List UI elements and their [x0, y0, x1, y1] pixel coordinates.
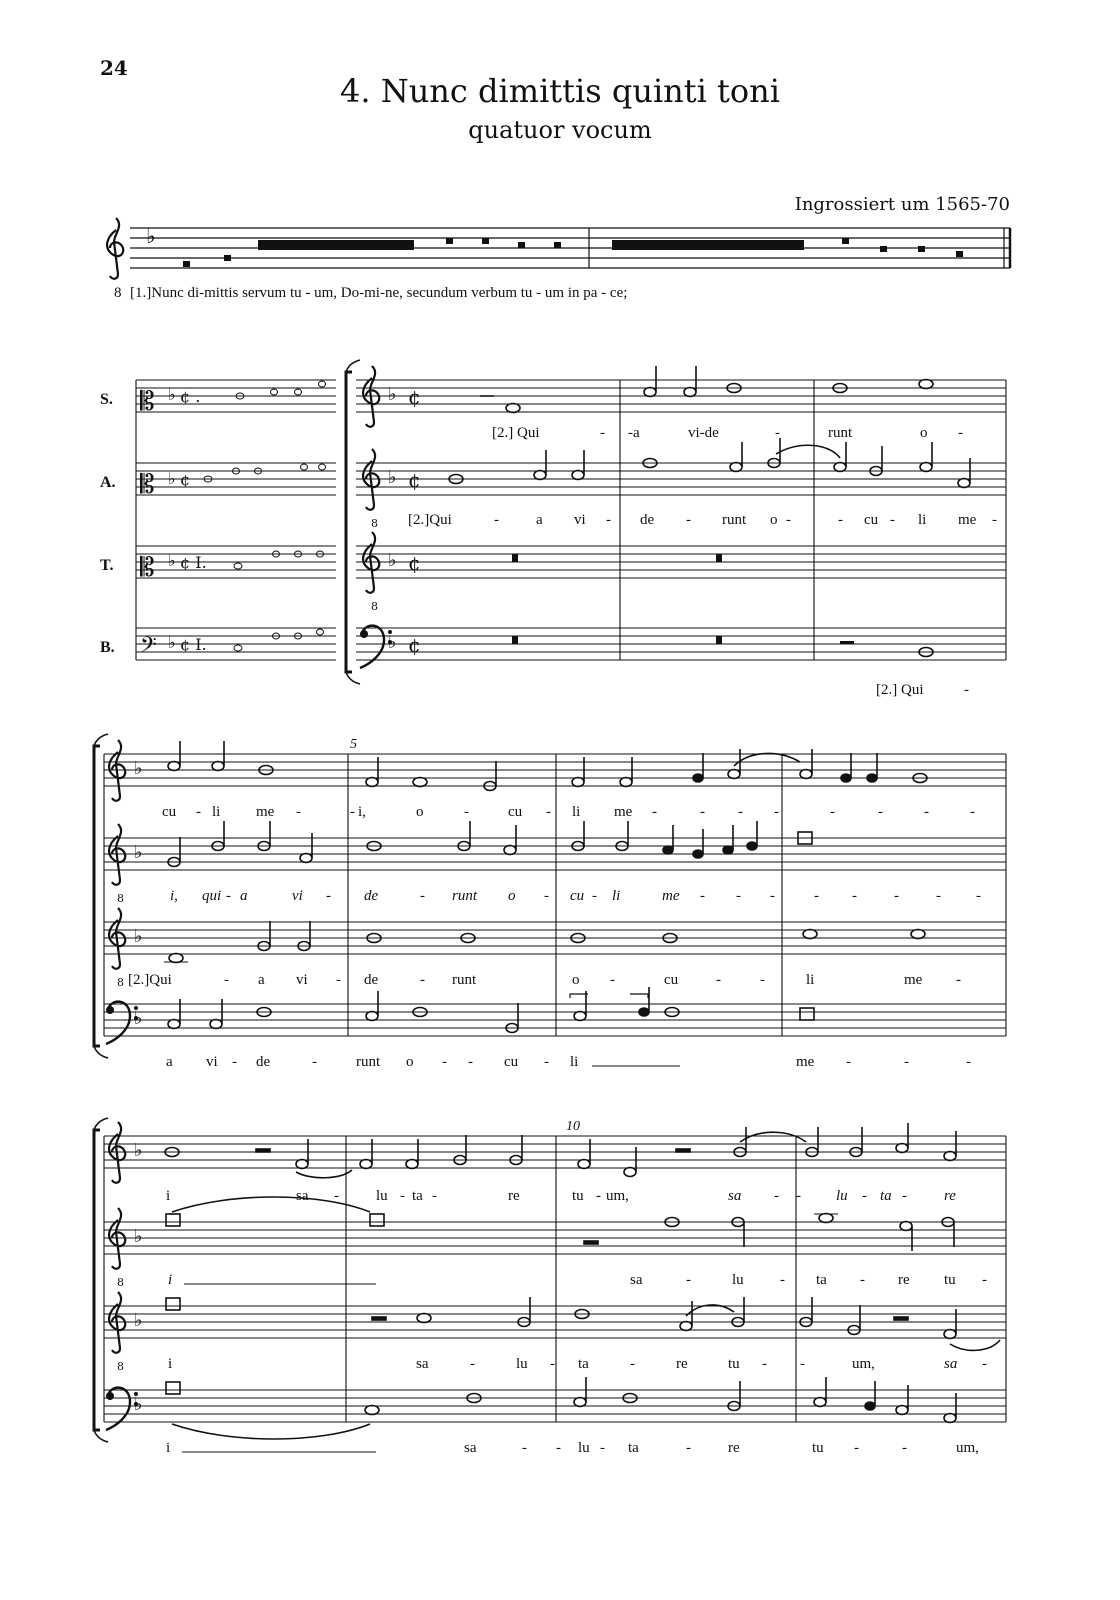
svg-text:cu: cu	[504, 1054, 519, 1070]
svg-text:-: -	[890, 512, 895, 528]
notes-system-2	[164, 741, 927, 1033]
chant-staff	[107, 218, 1010, 301]
svg-text:-: -	[596, 1188, 601, 1204]
system-3	[94, 1118, 1006, 1456]
svg-text:-: -	[224, 972, 229, 988]
svg-text:-: -	[838, 512, 843, 528]
svg-text:de: de	[256, 1054, 271, 1070]
svg-text:i: i	[168, 1272, 173, 1288]
svg-text:re: re	[898, 1272, 910, 1288]
svg-text:re: re	[676, 1356, 688, 1372]
svg-text:-: -	[738, 804, 743, 820]
svg-text:o: o	[508, 888, 516, 904]
svg-text:o: o	[572, 972, 580, 988]
svg-text:-: -	[982, 1356, 987, 1372]
svg-text:-: -	[546, 804, 551, 820]
svg-text:-: -	[312, 1054, 317, 1070]
svg-text:o: o	[416, 804, 424, 820]
svg-text:a: a	[240, 888, 248, 904]
svg-text:-: -	[686, 1272, 691, 1288]
svg-text:runt: runt	[356, 1054, 381, 1070]
svg-text:8: 8	[117, 892, 124, 905]
svg-text:a: a	[166, 1054, 173, 1070]
svg-text:-: -	[956, 972, 961, 988]
svg-text:-: -	[736, 888, 741, 904]
staff-lines	[104, 1136, 1006, 1422]
svg-text:-: -	[550, 1356, 555, 1372]
svg-text:li: li	[806, 972, 815, 988]
svg-text:um,: um,	[852, 1356, 875, 1372]
svg-text:de: de	[364, 888, 379, 904]
svg-text:-: -	[336, 972, 341, 988]
svg-text:-: -	[760, 972, 765, 988]
svg-text:lu: lu	[376, 1188, 388, 1204]
svg-text:me: me	[614, 804, 633, 820]
svg-text:-: -	[226, 888, 231, 904]
flat-icon: ♭	[168, 551, 176, 570]
svg-text:sa: sa	[416, 1356, 429, 1372]
svg-text:-: -	[350, 804, 355, 820]
svg-text:-: -	[966, 1054, 971, 1070]
svg-text:ta: ta	[628, 1440, 639, 1456]
svg-text:[2.]Qui: [2.]Qui	[128, 972, 172, 988]
svg-text:-: -	[860, 1272, 865, 1288]
svg-text:-: -	[852, 888, 857, 904]
treble-clef-icon	[107, 218, 123, 279]
svg-text:¢ .: ¢ .	[180, 387, 201, 406]
svg-text:-: -	[780, 1272, 785, 1288]
svg-text:i: i	[166, 1440, 171, 1456]
svg-text:-: -	[902, 1188, 907, 1204]
svg-text:re: re	[508, 1188, 520, 1204]
svg-text:-: -	[592, 888, 597, 904]
svg-text:-: -	[686, 1440, 691, 1456]
svg-text:♭: ♭	[388, 550, 397, 571]
svg-text:i,: i,	[358, 804, 366, 820]
svg-text:me: me	[904, 972, 923, 988]
svg-text:-: -	[775, 425, 780, 441]
svg-text:me: me	[958, 512, 977, 528]
lyrics-system-2	[128, 804, 981, 1070]
svg-text:-: -	[774, 1188, 779, 1204]
svg-text:-: -	[196, 804, 201, 820]
svg-text:-: -	[442, 1054, 447, 1070]
svg-text:i: i	[166, 1188, 171, 1204]
svg-text:runt: runt	[722, 512, 747, 528]
svg-text:[2.] Qui: [2.] Qui	[876, 682, 924, 698]
flat-icon: ♭	[146, 224, 156, 248]
svg-text:-: -	[470, 1356, 475, 1372]
svg-text:-: -	[600, 425, 605, 441]
svg-text:-: -	[902, 1440, 907, 1456]
svg-text:tu: tu	[572, 1188, 584, 1204]
svg-text:me: me	[256, 804, 275, 820]
svg-text:¢ I.: ¢ I.	[180, 553, 207, 572]
svg-text:-: -	[904, 1054, 909, 1070]
svg-text:-: -	[464, 804, 469, 820]
svg-text:li: li	[572, 804, 581, 820]
svg-text:-: -	[606, 512, 611, 528]
svg-text:-: -	[976, 888, 981, 904]
svg-text:vi: vi	[206, 1054, 218, 1070]
page-number: 24	[100, 56, 128, 80]
svg-text:-: -	[556, 1440, 561, 1456]
svg-text:lu: lu	[578, 1440, 590, 1456]
svg-text:-: -	[796, 1188, 801, 1204]
svg-text:vi: vi	[292, 888, 303, 904]
svg-text:lu: lu	[732, 1272, 744, 1288]
svg-text:-: -	[700, 804, 705, 820]
svg-text:i,: i,	[170, 888, 178, 904]
svg-text:¢ I.: ¢ I.	[180, 635, 207, 654]
svg-text:re: re	[728, 1440, 740, 1456]
svg-text:8: 8	[371, 600, 378, 613]
svg-text:-: -	[334, 1188, 339, 1204]
svg-text:runt: runt	[452, 888, 478, 904]
svg-text:¢: ¢	[408, 385, 421, 409]
svg-text:¢: ¢	[180, 470, 191, 489]
svg-text:lu: lu	[836, 1188, 848, 1204]
svg-text:¢: ¢	[408, 551, 421, 575]
svg-text:tu: tu	[812, 1440, 824, 1456]
svg-text:-: -	[854, 1440, 859, 1456]
flat-icon: ♭	[168, 633, 176, 652]
svg-text:o: o	[406, 1054, 414, 1070]
svg-text:-: -	[970, 804, 975, 820]
svg-text:a: a	[258, 972, 265, 988]
svg-text:me: me	[662, 888, 680, 904]
svg-text:♭: ♭	[134, 1008, 143, 1029]
staff-lines	[356, 380, 1006, 660]
svg-text:-: -	[846, 1054, 851, 1070]
system-2	[94, 734, 1006, 1070]
measure-number: 10	[566, 1119, 580, 1134]
svg-text:li: li	[570, 1054, 579, 1070]
svg-text:sa: sa	[296, 1188, 309, 1204]
svg-text:¢: ¢	[408, 633, 421, 657]
svg-text:cu: cu	[664, 972, 679, 988]
svg-text:runt: runt	[452, 972, 477, 988]
svg-text:-: -	[686, 512, 691, 528]
svg-text:♭: ♭	[134, 1140, 143, 1161]
f-clef-icon: 𝄢	[140, 633, 157, 663]
svg-text:-: -	[924, 804, 929, 820]
svg-text:-: -	[544, 1054, 549, 1070]
svg-text:[2.] Qui: [2.] Qui	[492, 425, 540, 441]
svg-text:♭: ♭	[134, 758, 143, 779]
svg-text:-a: -a	[628, 425, 640, 441]
voice-label-tenor: T.	[100, 557, 114, 574]
svg-text:qui: qui	[202, 888, 222, 904]
svg-text:sa: sa	[630, 1272, 643, 1288]
svg-text:8: 8	[371, 517, 378, 530]
svg-text:re: re	[944, 1188, 956, 1204]
svg-text:-: -	[716, 972, 721, 988]
voice-label-alto: A.	[100, 474, 116, 491]
svg-text:-: -	[232, 1054, 237, 1070]
svg-text:vi: vi	[574, 512, 586, 528]
svg-text:li: li	[212, 804, 221, 820]
svg-text:-: -	[774, 804, 779, 820]
svg-text:-: -	[600, 1440, 605, 1456]
svg-text:-: -	[610, 972, 615, 988]
svg-text:♭: ♭	[388, 467, 397, 488]
svg-text:-: -	[420, 888, 425, 904]
c-clef-icon: 𝄡	[140, 470, 155, 500]
svg-text:-: -	[786, 512, 791, 528]
svg-text:-: -	[762, 1356, 767, 1372]
svg-text:runt: runt	[828, 425, 853, 441]
voice-label-soprano: S.	[100, 391, 113, 408]
svg-text:-: -	[830, 804, 835, 820]
system-1	[100, 360, 1006, 698]
svg-text:li: li	[612, 888, 621, 904]
svg-text:de: de	[364, 972, 379, 988]
piece-title: 4. Nunc dimittis quinti toni	[339, 72, 781, 110]
svg-text:♭: ♭	[134, 1310, 143, 1331]
svg-text:o: o	[920, 425, 928, 441]
svg-text:-: -	[770, 888, 775, 904]
svg-text:-: -	[326, 888, 331, 904]
c-clef-icon: 𝄡	[140, 387, 155, 417]
svg-text:li: li	[918, 512, 927, 528]
svg-text:♭: ♭	[134, 926, 143, 947]
notes-soprano	[480, 366, 933, 413]
svg-text:um,: um,	[956, 1440, 979, 1456]
svg-text:-: -	[862, 1188, 867, 1204]
svg-text:cu: cu	[570, 888, 585, 904]
flat-icon: ♭	[168, 469, 176, 488]
svg-text:cu: cu	[508, 804, 523, 820]
svg-text:8: 8	[117, 1276, 124, 1289]
svg-text:-: -	[982, 1272, 987, 1288]
svg-text:sa: sa	[728, 1188, 742, 1204]
svg-text:tu: tu	[944, 1272, 956, 1288]
svg-text:-: -	[420, 972, 425, 988]
svg-text:-: -	[894, 888, 899, 904]
voice-label-bass: B.	[100, 639, 115, 656]
svg-text:-: -	[800, 1356, 805, 1372]
svg-text:ta: ta	[412, 1188, 423, 1204]
svg-text:-: -	[522, 1440, 527, 1456]
svg-text:8: 8	[117, 976, 124, 989]
svg-text:[2.]Qui: [2.]Qui	[408, 512, 452, 528]
svg-text:♭: ♭	[134, 1226, 143, 1247]
svg-text:-: -	[544, 888, 549, 904]
svg-text:♭: ♭	[388, 632, 397, 653]
svg-text:ta: ta	[578, 1356, 589, 1372]
svg-text:-: -	[630, 1356, 635, 1372]
c-clef-icon: 𝄡	[140, 553, 155, 583]
svg-text:um,: um,	[606, 1188, 629, 1204]
svg-text:cu: cu	[864, 512, 879, 528]
svg-text:8: 8	[117, 1360, 124, 1373]
svg-text:8: 8	[114, 285, 122, 301]
svg-text:lu: lu	[516, 1356, 528, 1372]
svg-text:vi-de: vi-de	[688, 425, 719, 441]
svg-text:-: -	[958, 425, 963, 441]
chant-lyrics: [1.]Nunc di-mittis servum tu - um, Do-mi-ne, secundum verbum tu - um in pa - ce;	[130, 285, 628, 301]
measure-number: 5	[350, 737, 357, 752]
svg-text:de: de	[640, 512, 655, 528]
svg-text:ta: ta	[816, 1272, 827, 1288]
flat-icon: ♭	[168, 385, 176, 404]
source-note: Ingrossiert um 1565-70	[794, 194, 1010, 215]
svg-text:cu: cu	[162, 804, 177, 820]
svg-text:-: -	[432, 1188, 437, 1204]
notes-system-3	[165, 1123, 1000, 1439]
svg-text:tu: tu	[728, 1356, 740, 1372]
svg-text:-: -	[494, 512, 499, 528]
svg-text:a: a	[536, 512, 543, 528]
svg-text:-: -	[296, 804, 301, 820]
svg-text:-: -	[700, 888, 705, 904]
piece-subtitle: quatuor vocum	[468, 116, 652, 144]
svg-text:-: -	[814, 888, 819, 904]
svg-text:i: i	[168, 1356, 173, 1372]
svg-text:¢: ¢	[408, 468, 421, 492]
svg-text:-: -	[468, 1054, 473, 1070]
svg-text:♭: ♭	[134, 842, 143, 863]
svg-text:sa: sa	[464, 1440, 477, 1456]
svg-text:-: -	[400, 1188, 405, 1204]
svg-text:-: -	[964, 682, 969, 698]
svg-text:-: -	[878, 804, 883, 820]
svg-text:♭: ♭	[134, 1394, 143, 1415]
svg-text:-: -	[652, 804, 657, 820]
svg-text:sa: sa	[944, 1356, 958, 1372]
svg-text:ta: ta	[880, 1188, 892, 1204]
svg-text:me: me	[796, 1054, 815, 1070]
svg-text:o: o	[770, 512, 778, 528]
svg-text:-: -	[936, 888, 941, 904]
svg-text:vi: vi	[296, 972, 308, 988]
svg-text:♭: ♭	[388, 384, 397, 405]
svg-text:-: -	[992, 512, 997, 528]
